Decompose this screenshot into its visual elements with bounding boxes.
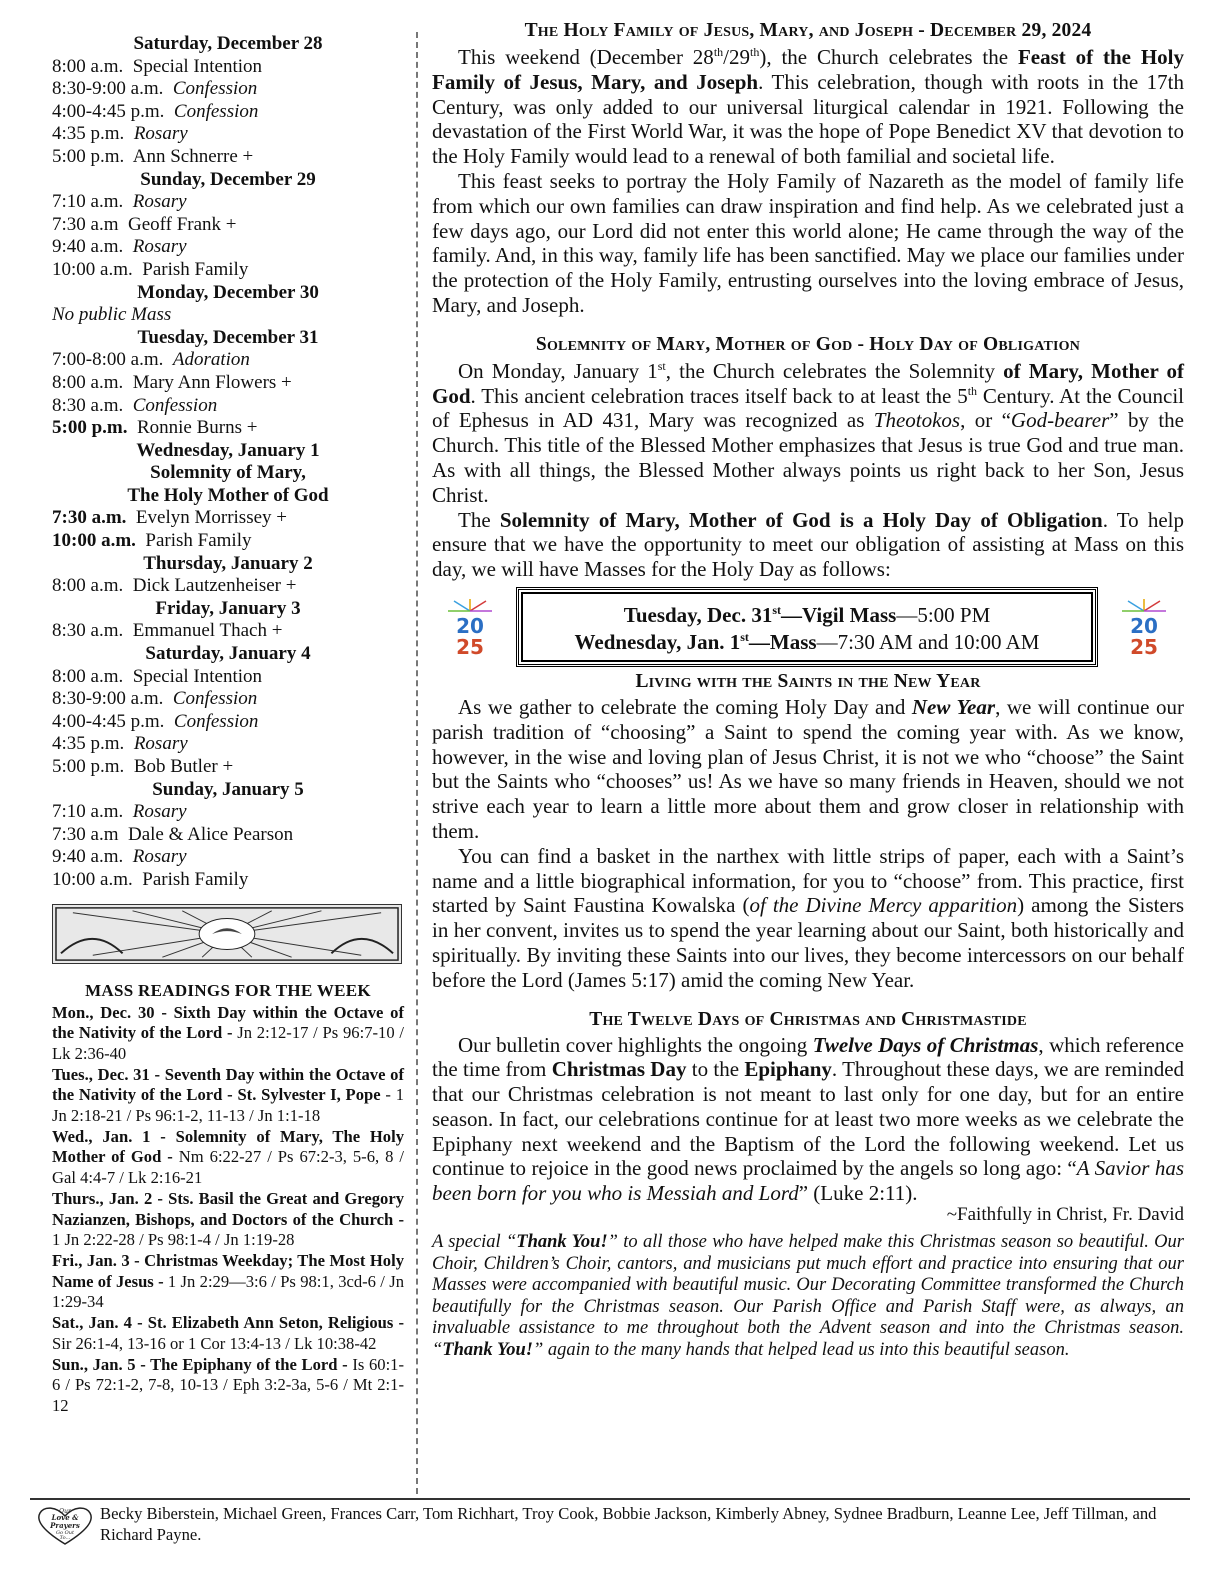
svg-text:Love &: Love &: [51, 1513, 79, 1522]
mass-schedule-column: [52, 33, 404, 1417]
schedule-time: 9:40 a.m.: [52, 846, 124, 868]
schedule-time: 8:30-9:00 a.m.: [52, 688, 164, 710]
reading-day: Wed., Jan. 1 - Solemnity of Mary, The Holy Mother of God -: [52, 1126, 404, 1167]
reading-entry: [52, 1251, 404, 1313]
holy-family-paragraph-2: This feast seeks to portray the Holy Family of Nazareth as the model of family life from which our own families can draw inspiration and find help. As we celebrated just a few days ago, our Lord did not enter this world alone; He came through the way of the family. And, in this way, family life has been sanctified. May we place our families under the protection of the Holy Family, entrusting ourselves into the loving embrace of Jesus, Mary, and Joseph.: [432, 168, 1184, 317]
reading-entry: [52, 1065, 404, 1127]
schedule-time: 7:10 a.m.: [52, 801, 124, 823]
column-divider: [416, 32, 418, 1494]
schedule-entry: [52, 666, 404, 689]
schedule-entry: [52, 395, 404, 418]
readings-heading: MASS READINGS FOR THE WEEK: [85, 980, 371, 1000]
schedule-entry: [52, 236, 404, 259]
schedule-entry: [52, 78, 404, 101]
schedule-entry: [52, 507, 404, 530]
schedule-entry: [52, 801, 404, 824]
schedule-intention: Confession: [172, 688, 258, 710]
reading-entry: [52, 1127, 404, 1189]
schedule-entry: [52, 146, 404, 169]
christmastide-paragraph: Our bulletin cover highlights the ongoing Twelve Days of Christmas, which reference the time from Christmas Day to the Epiphany. Throughout these days, we are reminded that our Christmas celebration is not meant to last only for one day, but for an entire season. In fact, our celebrations continue for at least two more weeks as we celebrate the Epiphany next weekend and the Baptism of the Lord the following weekend. Let us continue to rejoice in the good news proclaimed by the angels so long ago: “A Savior has been born for you who is Messiah and Lord” (Luke 2:11).: [432, 1032, 1185, 1206]
solemnity-paragraph-1: On Monday, January 1st, the Church celebrates the Solemnity of Mary, Mother of God. This ancient celebration traces itself back to at least the 5th Century. At the Council of Ephesus in AD 431, Mary was recognized as Theotokos, or “God-bearer” by the Church. This title of the Blessed Mother emphasizes that Jesus is true God and true man. As with all things, the Blessed Mother always points us right back to her Son, Jesus Christ.: [432, 358, 1184, 507]
schedule-time: 4:00-4:45 p.m.: [52, 100, 165, 122]
reading-day: Sun., Jan. 5 - The Epiphany of the Lord -: [52, 1354, 348, 1374]
saints-heading: Living with the Saints in the New Year: [635, 670, 981, 692]
holy-family-paragraph-1: This weekend (December 28th/29th), the Church celebrates the Feast of the Holy Family of Jesus, Mary, and Joseph. This celebration, though with roots in the 17th Century, was only added to our universal liturgical calendar in 1921. Following the devastation of the First World War, it was the hope of Pope Benedict XV that devotion to the Holy Family would lead to a renewal of both familial and societal life.: [432, 45, 1184, 169]
solemnity-heading: Solemnity of Mary, Mother of God - Holy Day of Obligation: [535, 333, 1081, 355]
schedule-day-heading-line: Wednesday, January 1: [136, 439, 320, 461]
reading-day: Mon., Dec. 30 - Sixth Day within the Octave of the Nativity of the Lord -: [52, 1002, 404, 1043]
schedule-day-heading: [52, 779, 404, 802]
schedule-intention: Rosary: [132, 191, 187, 213]
solemnity-paragraph-2: The Solemnity of Mary, Mother of God is a Holy Day of Obligation. To help ensure that we have the opportunity to meet our obligation of assisting at Mass on this day, we will have Masses for the Holy Day as follows:: [432, 507, 1184, 582]
schedule-intention: Dale & Alice Pearson: [128, 823, 294, 845]
schedule-intention: Bob Butler +: [133, 756, 234, 777]
schedule-time: 8:00 a.m.: [52, 575, 124, 597]
reading-references: - 1 Jn 2:18-21 / Ps 96:1-2, 11-13 / Jn 1:1-18: [52, 1085, 405, 1126]
schedule-entry: [52, 530, 404, 553]
reading-references: 1 Jn 2:22-28 / Ps 98:1-4 / Jn 1:19-28: [52, 1230, 295, 1250]
reading-references: Is 60:1-6 / Ps 72:1-2, 7-8, 10-13 / Eph 3:2-3a, 5-6 / Mt 2:1-12: [52, 1354, 404, 1415]
schedule-time: 8:30-9:00 a.m.: [52, 78, 164, 100]
schedule-intention: Parish Family: [145, 530, 252, 552]
schedule-entry: [52, 733, 404, 756]
svg-text:Our: Our: [59, 1508, 71, 1515]
schedule-intention: Confession: [173, 710, 259, 732]
holy-day-masses-banner: [432, 587, 1184, 677]
christmastide-heading: The Twelve Days of Christmas and Christmastide: [589, 1008, 1027, 1030]
prayer-list-footer: [30, 1498, 1190, 1548]
svg-text:Go Out: Go Out: [56, 1530, 74, 1536]
schedule-time: 10:00 a.m.: [52, 868, 133, 890]
schedule-intention: No public Mass: [52, 304, 172, 326]
schedule-entry: [52, 711, 404, 734]
schedule-day-heading: [52, 169, 404, 192]
schedule-intention: Special Intention: [132, 55, 263, 77]
schedule-intention: Confession: [132, 394, 218, 416]
schedule-intention: Confession: [173, 100, 259, 122]
svg-text:25: 25: [1130, 634, 1158, 659]
svg-text:20: 20: [456, 613, 484, 638]
reading-entry: [52, 1003, 404, 1065]
new-year-2025-icon: [1116, 597, 1172, 659]
schedule-day-heading-line: Sunday, December 29: [140, 168, 316, 190]
schedule-intention: Parish Family: [142, 868, 249, 890]
schedule-day-heading: [52, 327, 404, 350]
saints-paragraph-1: As we gather to celebrate the coming Holy Day and New Year, we will continue our parish tradition of “choosing” a Saint to spend the coming year with. As we know, however, in the wise and loving plan of Jesus Christ, it is not we who “choose” the Saint but the Saints who “chooses” us! As we have so many friends in Heaven, should we not strive each year to learn a little more about them and grow closer in relationship with them.: [432, 694, 1184, 843]
day-mass-line: Wednesday, Jan. 1st—Mass—7:30 AM and 10:00 AM: [574, 629, 1040, 654]
schedule-day-heading: [52, 440, 404, 508]
schedule-intention: Rosary: [132, 801, 187, 823]
ornamental-banner-image: [52, 904, 402, 964]
saints-paragraph-2: You can find a basket in the narthex with little strips of paper, each with a Saint’s name and a little biographical information, for you to “choose” from. This practice, first started by Saint Faustina Kowalska (of the Divine Mercy apparition) among the Sisters in her convent, invites us to spend the year learning about our Saint, both historically and spiritually. By inviting these Saints into our lives, they become intercessors on our behalf before the Lord (James 5:17) amid the coming New Year.: [432, 843, 1185, 992]
schedule-intention: Rosary: [132, 236, 187, 258]
reading-references: Sir 26:1-4, 13-16 or 1 Cor 13:4-13 / Lk 10:38-42: [52, 1333, 377, 1353]
reading-references: Nm 6:22-27 / Ps 67:2-3, 5-6, 8 / Gal 4:4-7 / Lk 2:16-21: [52, 1147, 404, 1188]
schedule-entry: [52, 824, 404, 847]
schedule-entry: [52, 56, 404, 79]
readings-list: [52, 1003, 404, 1417]
schedule-day-heading-line: Saturday, January 4: [145, 643, 311, 665]
schedule-day-heading-line: Sunday, January 5: [152, 778, 304, 800]
svg-text:25: 25: [456, 634, 484, 659]
reading-references: 1 Jn 2:29—3:6 / Ps 98:1, 3cd-6 / Jn 1:29-34: [52, 1271, 404, 1312]
articles-column: [432, 20, 1184, 1362]
reading-entry: [52, 1313, 404, 1354]
schedule-time: 9:40 a.m.: [52, 236, 124, 258]
schedule-time: 8:30 a.m.: [52, 620, 124, 642]
schedule-time: 7:00-8:00 a.m.: [52, 349, 164, 371]
schedule-entry: [52, 304, 404, 327]
schedule-intention: Dick Lautzenheiser +: [132, 575, 297, 597]
schedule-day-heading-line: Solemnity of Mary,: [150, 462, 306, 484]
schedule-intention: Rosary: [133, 123, 188, 145]
schedule-day-heading-line: Saturday, December 28: [133, 33, 323, 54]
schedule-entry: [52, 101, 404, 124]
schedule-intention: Parish Family: [142, 258, 249, 280]
schedule-intention: Geoff Frank +: [128, 213, 237, 235]
schedule-time: 4:35 p.m.: [52, 733, 125, 755]
schedule-day-heading-line: Thursday, January 2: [143, 552, 313, 574]
vigil-mass-line: Tuesday, Dec. 31st—Vigil Mass—5:00 PM: [623, 602, 991, 627]
svg-text:20: 20: [1130, 613, 1158, 638]
schedule-time: 5:00 p.m.: [52, 417, 128, 439]
schedule-time: 8:00 a.m.: [52, 371, 124, 393]
schedule-entry: [52, 688, 404, 711]
schedule-entry: [52, 349, 404, 372]
reading-entry: [52, 1355, 404, 1417]
schedule-intention: Adoration: [172, 349, 250, 371]
schedule-time: 10:00 a.m.: [52, 530, 136, 552]
schedule-entry: [52, 123, 404, 146]
reading-day: Tues., Dec. 31 - Seventh Day within the Octave of the Nativity of the Lord - St. Sylvester I, Pope: [52, 1064, 404, 1105]
schedule-intention: Special Intention: [132, 665, 263, 687]
schedule-day-heading: [52, 282, 404, 305]
pastor-signature: ~Faithfully in Christ, Fr. David: [946, 1204, 1184, 1226]
masses-schedule-box: [516, 587, 1098, 667]
schedule-intention: Rosary: [132, 846, 187, 868]
schedule-intention: Ann Schnerre +: [132, 145, 254, 167]
schedule-intention: Emmanuel Thach +: [132, 620, 283, 642]
schedule-day-heading: [52, 33, 404, 56]
schedule-day-heading: [52, 643, 404, 666]
schedule-day-heading-line: Tuesday, December 31: [137, 326, 319, 348]
schedule-entry: [52, 620, 404, 643]
schedule-intention: Rosary: [133, 733, 188, 755]
reading-day: Sat., Jan. 4 - St. Elizabeth Ann Seton, Religious -: [52, 1313, 404, 1333]
love-and-prayers-heart-logo: [34, 1504, 96, 1546]
schedule-time: 8:30 a.m.: [52, 394, 124, 416]
svg-text:To...: To...: [59, 1535, 71, 1541]
prayer-names: Becky Biberstein, Michael Green, Frances Carr, Tom Richhart, Troy Cook, Bobbie Jackson, Kimberly Abney, Sydnee Bradburn, Leanne Lee, Jeff Tillman, and Richard Payne.: [100, 1504, 1157, 1544]
schedule-day-heading-line: Friday, January 3: [155, 597, 301, 619]
schedule-time: 10:00 a.m.: [52, 258, 133, 280]
schedule-time: 7:30 a.m: [52, 823, 119, 845]
holy-family-heading: The Holy Family of Jesus, Mary, and Joseph - December 29, 2024: [524, 20, 1092, 41]
schedule-time: 4:35 p.m.: [52, 123, 125, 145]
thank-you-note: A special “Thank You!” to all those who have helped make this Christmas season so beautiful. Our Choir, Children’s Choir, cantors, and musicians put much effort and practice into ensuring that our Masses were accompanied with beautiful music. Our Decorating Committee transformed the Church beautifully for the Christmas season. Our Parish Office and Parish Staff were, as always, an invaluable assistance to me throughout both the Advent season and into the Christmas season. “Thank You!” again to the many hands that helped lead us into this beautiful season.: [432, 1232, 1184, 1361]
schedule-intention: Evelyn Morrissey +: [135, 507, 287, 529]
schedule-time: 7:30 a.m.: [52, 507, 127, 529]
svg-text:Prayers: Prayers: [50, 1521, 80, 1530]
reading-references: Jn 2:12-17 / Ps 96:7-10 / Lk 2:36-40: [52, 1023, 404, 1063]
schedule-entry: [52, 756, 404, 779]
schedule-entry: [52, 846, 404, 869]
schedule-entry: [52, 372, 404, 395]
schedule-time: 5:00 p.m.: [52, 756, 125, 777]
schedule-intention: Confession: [172, 78, 258, 100]
schedule-day-heading: [52, 553, 404, 576]
schedule-entry: [52, 869, 404, 892]
schedule-entry: [52, 191, 404, 214]
schedule-intention: Mary Ann Flowers +: [132, 371, 292, 393]
schedule-entry: [52, 417, 404, 440]
schedule-time: 8:00 a.m.: [52, 665, 124, 687]
reading-day: Thurs., Jan. 2 - Sts. Basil the Great and Gregory Nazianzen, Bishops, and Doctors of the Church -: [52, 1188, 404, 1229]
schedule-time: 4:00-4:45 p.m.: [52, 710, 165, 732]
schedule-time: 8:00 a.m.: [52, 55, 124, 77]
schedule-day-heading: [52, 598, 404, 621]
reading-day: Fri., Jan. 3 - Christmas Weekday; The Most Holy Name of Jesus -: [52, 1251, 404, 1291]
reading-entry: [52, 1189, 404, 1251]
schedule-day-heading-line: The Holy Mother of God: [127, 484, 329, 506]
schedule-time: 5:00 p.m.: [52, 145, 125, 167]
schedule-intention: Ronnie Burns +: [136, 417, 258, 439]
schedule-day-heading-line: Monday, December 30: [137, 281, 319, 303]
schedule-entry: [52, 259, 404, 282]
schedule-time: 7:30 a.m: [52, 213, 119, 235]
schedule-entry: [52, 214, 404, 237]
schedule-entry: [52, 575, 404, 598]
schedule-time: 7:10 a.m.: [52, 191, 124, 213]
new-year-2025-icon: [442, 597, 498, 659]
mass-schedule: [52, 33, 404, 892]
